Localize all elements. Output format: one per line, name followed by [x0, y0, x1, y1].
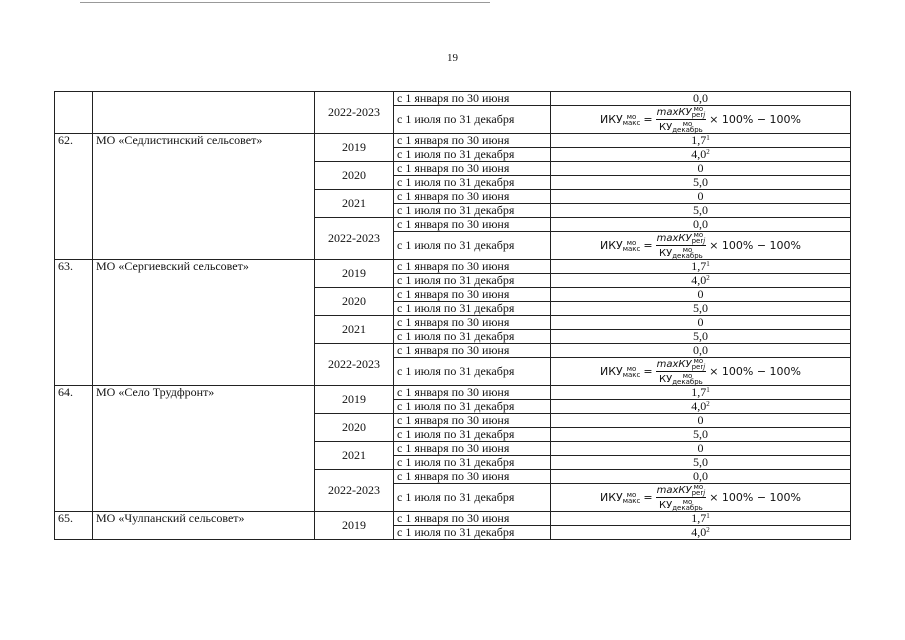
value-second-half — [551, 484, 851, 512]
row-number: 64. — [55, 386, 93, 512]
value-first-half — [551, 288, 851, 302]
year-cell: 2021 — [315, 190, 394, 218]
period-first-half: с 1 января по 30 июня — [394, 92, 551, 106]
value-first-half — [551, 386, 851, 400]
footnote-mark: 1 — [706, 134, 710, 142]
municipality-name: МО «Сергиевский сельсовет» — [93, 260, 315, 386]
period-second-half: с 1 июля по 31 декабря — [394, 204, 551, 218]
year-cell: 2022-2023 — [315, 344, 394, 386]
period-first-half: с 1 января по 30 июня — [394, 218, 551, 232]
municipality-name — [93, 92, 315, 134]
max-index-formula: ИКУ мо макс = maxКУ мо perj КУ мо декабрь × 100% − 100% — [599, 105, 802, 134]
municipality-name: МО «Село Трудфронт» — [93, 386, 315, 512]
period-second-half: с 1 июля по 31 декабря — [394, 148, 551, 162]
footnote-mark: 1 — [706, 386, 710, 394]
value-second-half — [551, 456, 851, 470]
value-second-half — [551, 358, 851, 386]
row-number: 63. — [55, 260, 93, 386]
period-first-half: с 1 января по 30 июня — [394, 414, 551, 428]
page-number: 19 — [447, 52, 458, 64]
value-first-half — [551, 442, 851, 456]
row-number: 65. — [55, 512, 93, 540]
value-second-half — [551, 204, 851, 218]
value-text: 0,0 — [693, 469, 708, 483]
value-text: 5,0 — [693, 455, 708, 469]
period-second-half: с 1 июля по 31 декабря — [394, 274, 551, 288]
value-first-half — [551, 316, 851, 330]
period-second-half: с 1 июля по 31 декабря — [394, 400, 551, 414]
period-second-half: с 1 июля по 31 декабря — [394, 232, 551, 260]
value-second-half — [551, 148, 851, 162]
value-text: 4,0 — [691, 273, 707, 287]
value-text: 5,0 — [693, 301, 708, 315]
period-second-half: с 1 июля по 31 декабря — [394, 358, 551, 386]
period-second-half: с 1 июля по 31 декабря — [394, 106, 551, 134]
year-cell: 2019 — [315, 512, 394, 540]
value-second-half — [551, 274, 851, 288]
footnote-mark: 2 — [706, 274, 710, 282]
period-first-half: с 1 января по 30 июня — [394, 134, 551, 148]
value-text: 0 — [697, 161, 704, 175]
footnote-mark: 2 — [706, 148, 710, 156]
municipality-name: МО «Седлистинский сельсовет» — [93, 134, 315, 260]
value-text: 4,0 — [691, 399, 707, 413]
value-text: 1,7 — [691, 259, 707, 273]
year-cell: 2022-2023 — [315, 92, 394, 134]
value-text: 0 — [697, 287, 704, 301]
period-second-half: с 1 июля по 31 декабря — [394, 330, 551, 344]
value-text: 5,0 — [693, 175, 708, 189]
value-first-half — [551, 344, 851, 358]
value-text: 4,0 — [691, 147, 707, 161]
row-number: 62. — [55, 134, 93, 260]
period-first-half: с 1 января по 30 июня — [394, 512, 551, 526]
value-text: 1,7 — [691, 133, 707, 147]
value-first-half — [551, 190, 851, 204]
value-text: 5,0 — [693, 203, 708, 217]
year-cell: 2022-2023 — [315, 470, 394, 512]
value-text: 4,0 — [691, 525, 707, 539]
value-first-half — [551, 470, 851, 484]
value-text: 0 — [697, 189, 704, 203]
value-text: 0,0 — [693, 343, 708, 357]
footnote-mark: 2 — [706, 526, 710, 534]
period-second-half: с 1 июля по 31 декабря — [394, 302, 551, 316]
period-first-half: с 1 января по 30 июня — [394, 190, 551, 204]
value-first-half — [551, 134, 851, 148]
footnote-mark: 1 — [706, 260, 710, 268]
value-text: 1,7 — [691, 385, 707, 399]
value-first-half — [551, 218, 851, 232]
value-first-half — [551, 260, 851, 274]
period-second-half: с 1 июля по 31 декабря — [394, 526, 551, 540]
period-second-half: с 1 июля по 31 декабря — [394, 484, 551, 512]
year-cell: 2020 — [315, 162, 394, 190]
value-first-half — [551, 162, 851, 176]
value-first-half — [551, 92, 851, 106]
value-second-half — [551, 106, 851, 134]
value-second-half — [551, 302, 851, 316]
value-second-half — [551, 526, 851, 540]
value-second-half — [551, 232, 851, 260]
value-text: 0 — [697, 413, 704, 427]
year-cell: 2020 — [315, 288, 394, 316]
value-second-half — [551, 330, 851, 344]
year-cell: 2021 — [315, 442, 394, 470]
year-cell: 2019 — [315, 134, 394, 162]
municipality-name: МО «Чулпанский сельсовет» — [93, 512, 315, 540]
value-text: 5,0 — [693, 427, 708, 441]
table-row — [55, 134, 851, 148]
period-second-half: с 1 июля по 31 декабря — [394, 176, 551, 190]
period-first-half: с 1 января по 30 июня — [394, 162, 551, 176]
tariff-table — [54, 91, 851, 540]
max-index-formula: ИКУ мо макс = maxКУ мо perj КУ мо декабрь × 100% − 100% — [599, 231, 802, 260]
year-cell: 2022-2023 — [315, 218, 394, 260]
footnote-mark: 2 — [706, 400, 710, 408]
value-text: 0 — [697, 315, 704, 329]
year-cell: 2021 — [315, 316, 394, 344]
period-second-half: с 1 июля по 31 декабря — [394, 456, 551, 470]
period-first-half: с 1 января по 30 июня — [394, 470, 551, 484]
table-row — [55, 386, 851, 400]
value-text: 5,0 — [693, 329, 708, 343]
table-row — [55, 92, 851, 106]
value-first-half — [551, 414, 851, 428]
period-first-half: с 1 января по 30 июня — [394, 386, 551, 400]
value-text: 0,0 — [693, 217, 708, 231]
table-row — [55, 260, 851, 274]
top-rule — [80, 2, 490, 3]
value-text: 0 — [697, 441, 704, 455]
year-cell: 2019 — [315, 386, 394, 414]
value-first-half — [551, 512, 851, 526]
period-first-half: с 1 января по 30 июня — [394, 316, 551, 330]
value-second-half — [551, 400, 851, 414]
year-cell: 2020 — [315, 414, 394, 442]
row-number — [55, 92, 93, 134]
max-index-formula: ИКУ мо макс = maxКУ мо perj КУ мо декабрь × 100% − 100% — [599, 357, 802, 386]
value-second-half — [551, 428, 851, 442]
period-first-half: с 1 января по 30 июня — [394, 288, 551, 302]
max-index-formula: ИКУ мо макс = maxКУ мо perj КУ мо декабрь × 100% − 100% — [599, 483, 802, 512]
period-second-half: с 1 июля по 31 декабря — [394, 428, 551, 442]
value-text: 0,0 — [693, 91, 708, 105]
footnote-mark: 1 — [706, 512, 710, 520]
period-first-half: с 1 января по 30 июня — [394, 344, 551, 358]
tariff-table-body — [55, 92, 851, 540]
period-first-half: с 1 января по 30 июня — [394, 260, 551, 274]
table-row — [55, 512, 851, 526]
period-first-half: с 1 января по 30 июня — [394, 442, 551, 456]
value-second-half — [551, 176, 851, 190]
value-text: 1,7 — [691, 511, 707, 525]
year-cell: 2019 — [315, 260, 394, 288]
